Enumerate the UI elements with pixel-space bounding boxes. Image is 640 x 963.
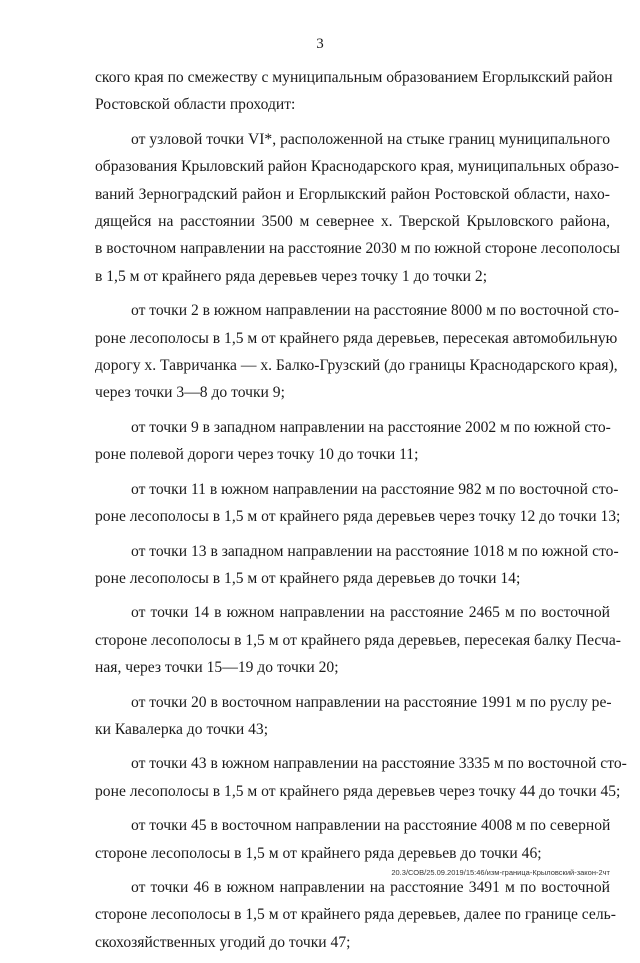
text-line: скохозяйственных угодий до точки 47; [95, 933, 351, 951]
text-line: роне полевой дороги через точку 10 до точки 11; [95, 446, 419, 464]
text-line: от точки 2 в южном направлении на расстояние 8000 м по восточной сто- [131, 302, 620, 320]
paragraph [95, 689, 610, 744]
text-line: от узловой точки VI*, расположенной на стыке границ муниципального [131, 130, 610, 148]
text-line: Ростовской области проходит: [95, 96, 296, 114]
footer-document-code: 20.3/СОВ/25.09.2019/15:46/изм-граница-Крыловский-закон-2чт [391, 868, 610, 877]
text-line: от точки 20 в восточном направлении на расстояние 1991 м по руслу ре- [131, 693, 612, 711]
text-line: ваний Зерноградский район и Егорлыкский район Ростовской области, нахо- [95, 185, 610, 203]
paragraph [95, 64, 613, 119]
text-line: роне лесополосы в 1,5 м от крайнего ряда деревьев до точки 14; [95, 569, 521, 587]
text-line: роне лесополосы в 1,5 м от крайнего ряда деревьев, пересекая автомобильную [95, 329, 618, 347]
paragraph [95, 538, 619, 593]
text-line: стороне лесополосы в 1,5 м от крайнего ряда деревьев до точки 46; [95, 844, 542, 862]
paragraph [95, 297, 620, 407]
text-line: в восточном направлении на расстояние 2030 м по южной стороне лесополосы [95, 240, 621, 258]
text-line: стороне лесополосы в 1,5 м от крайнего ряда деревьев, пересекая балку Песча- [95, 631, 621, 649]
text-line: ки Кавалерка до точки 43; [95, 720, 269, 738]
paragraph [95, 812, 610, 867]
text-line: ная, через точки 15—19 до точки 20; [95, 659, 339, 677]
text-line: от точки 9 в западном направлении на расстояние 2002 м по южной сто- [131, 418, 611, 436]
paragraph [95, 599, 621, 681]
text-line: роне лесополосы в 1,5 м от крайнего ряда деревьев через точку 12 до точки 13; [95, 508, 621, 526]
text-line: от точки 43 в южном направлении на расстояние 3335 м по восточной сто- [131, 755, 627, 773]
text-line: от точки 11 в южном направлении на расстояние 982 м по восточной сто- [131, 480, 619, 498]
text-line: роне лесополосы в 1,5 м от крайнего ряда деревьев через точку 44 до точки 45; [95, 782, 621, 800]
text-line: дорогу х. Тавричанка — х. Балко-Грузский (до границы Краснодарского края), [95, 357, 618, 375]
paragraph [95, 874, 616, 956]
paragraph [95, 126, 621, 290]
page-number: 3 [316, 36, 324, 52]
text-line: от точки 45 в восточном направлении на расстояние 4008 м по северной [131, 817, 611, 835]
text-line: образования Крыловский район Краснодарского края, муниципальных образо- [95, 158, 620, 176]
paragraph [95, 414, 610, 469]
text-line: в 1,5 м от крайнего ряда деревьев через точку 1 до точки 2; [95, 267, 488, 285]
text-line: стороне лесополосы в 1,5 м от крайнего ряда деревьев, далее по границе сель- [95, 906, 616, 924]
paragraph [95, 476, 621, 531]
text-line: от точки 46 в южном направлении на расстояние 3491 м по восточной [131, 878, 610, 896]
text-line: от точки 13 в западном направлении на расстояние 1018 м по южной сто- [131, 542, 619, 560]
text-line: ского края по смежеству с муниципальным образованием Егорлыкский район [95, 69, 613, 86]
document-body [95, 64, 627, 963]
text-line: дящейся на расстоянии 3500 м севернее х. Тверской Крыловского района, [95, 213, 610, 231]
text-line: через точки 3—8 до точки 9; [95, 384, 285, 402]
paragraph [95, 750, 627, 805]
text-line: от точки 14 в южном направлении на расстояние 2465 м по восточной [131, 604, 610, 622]
